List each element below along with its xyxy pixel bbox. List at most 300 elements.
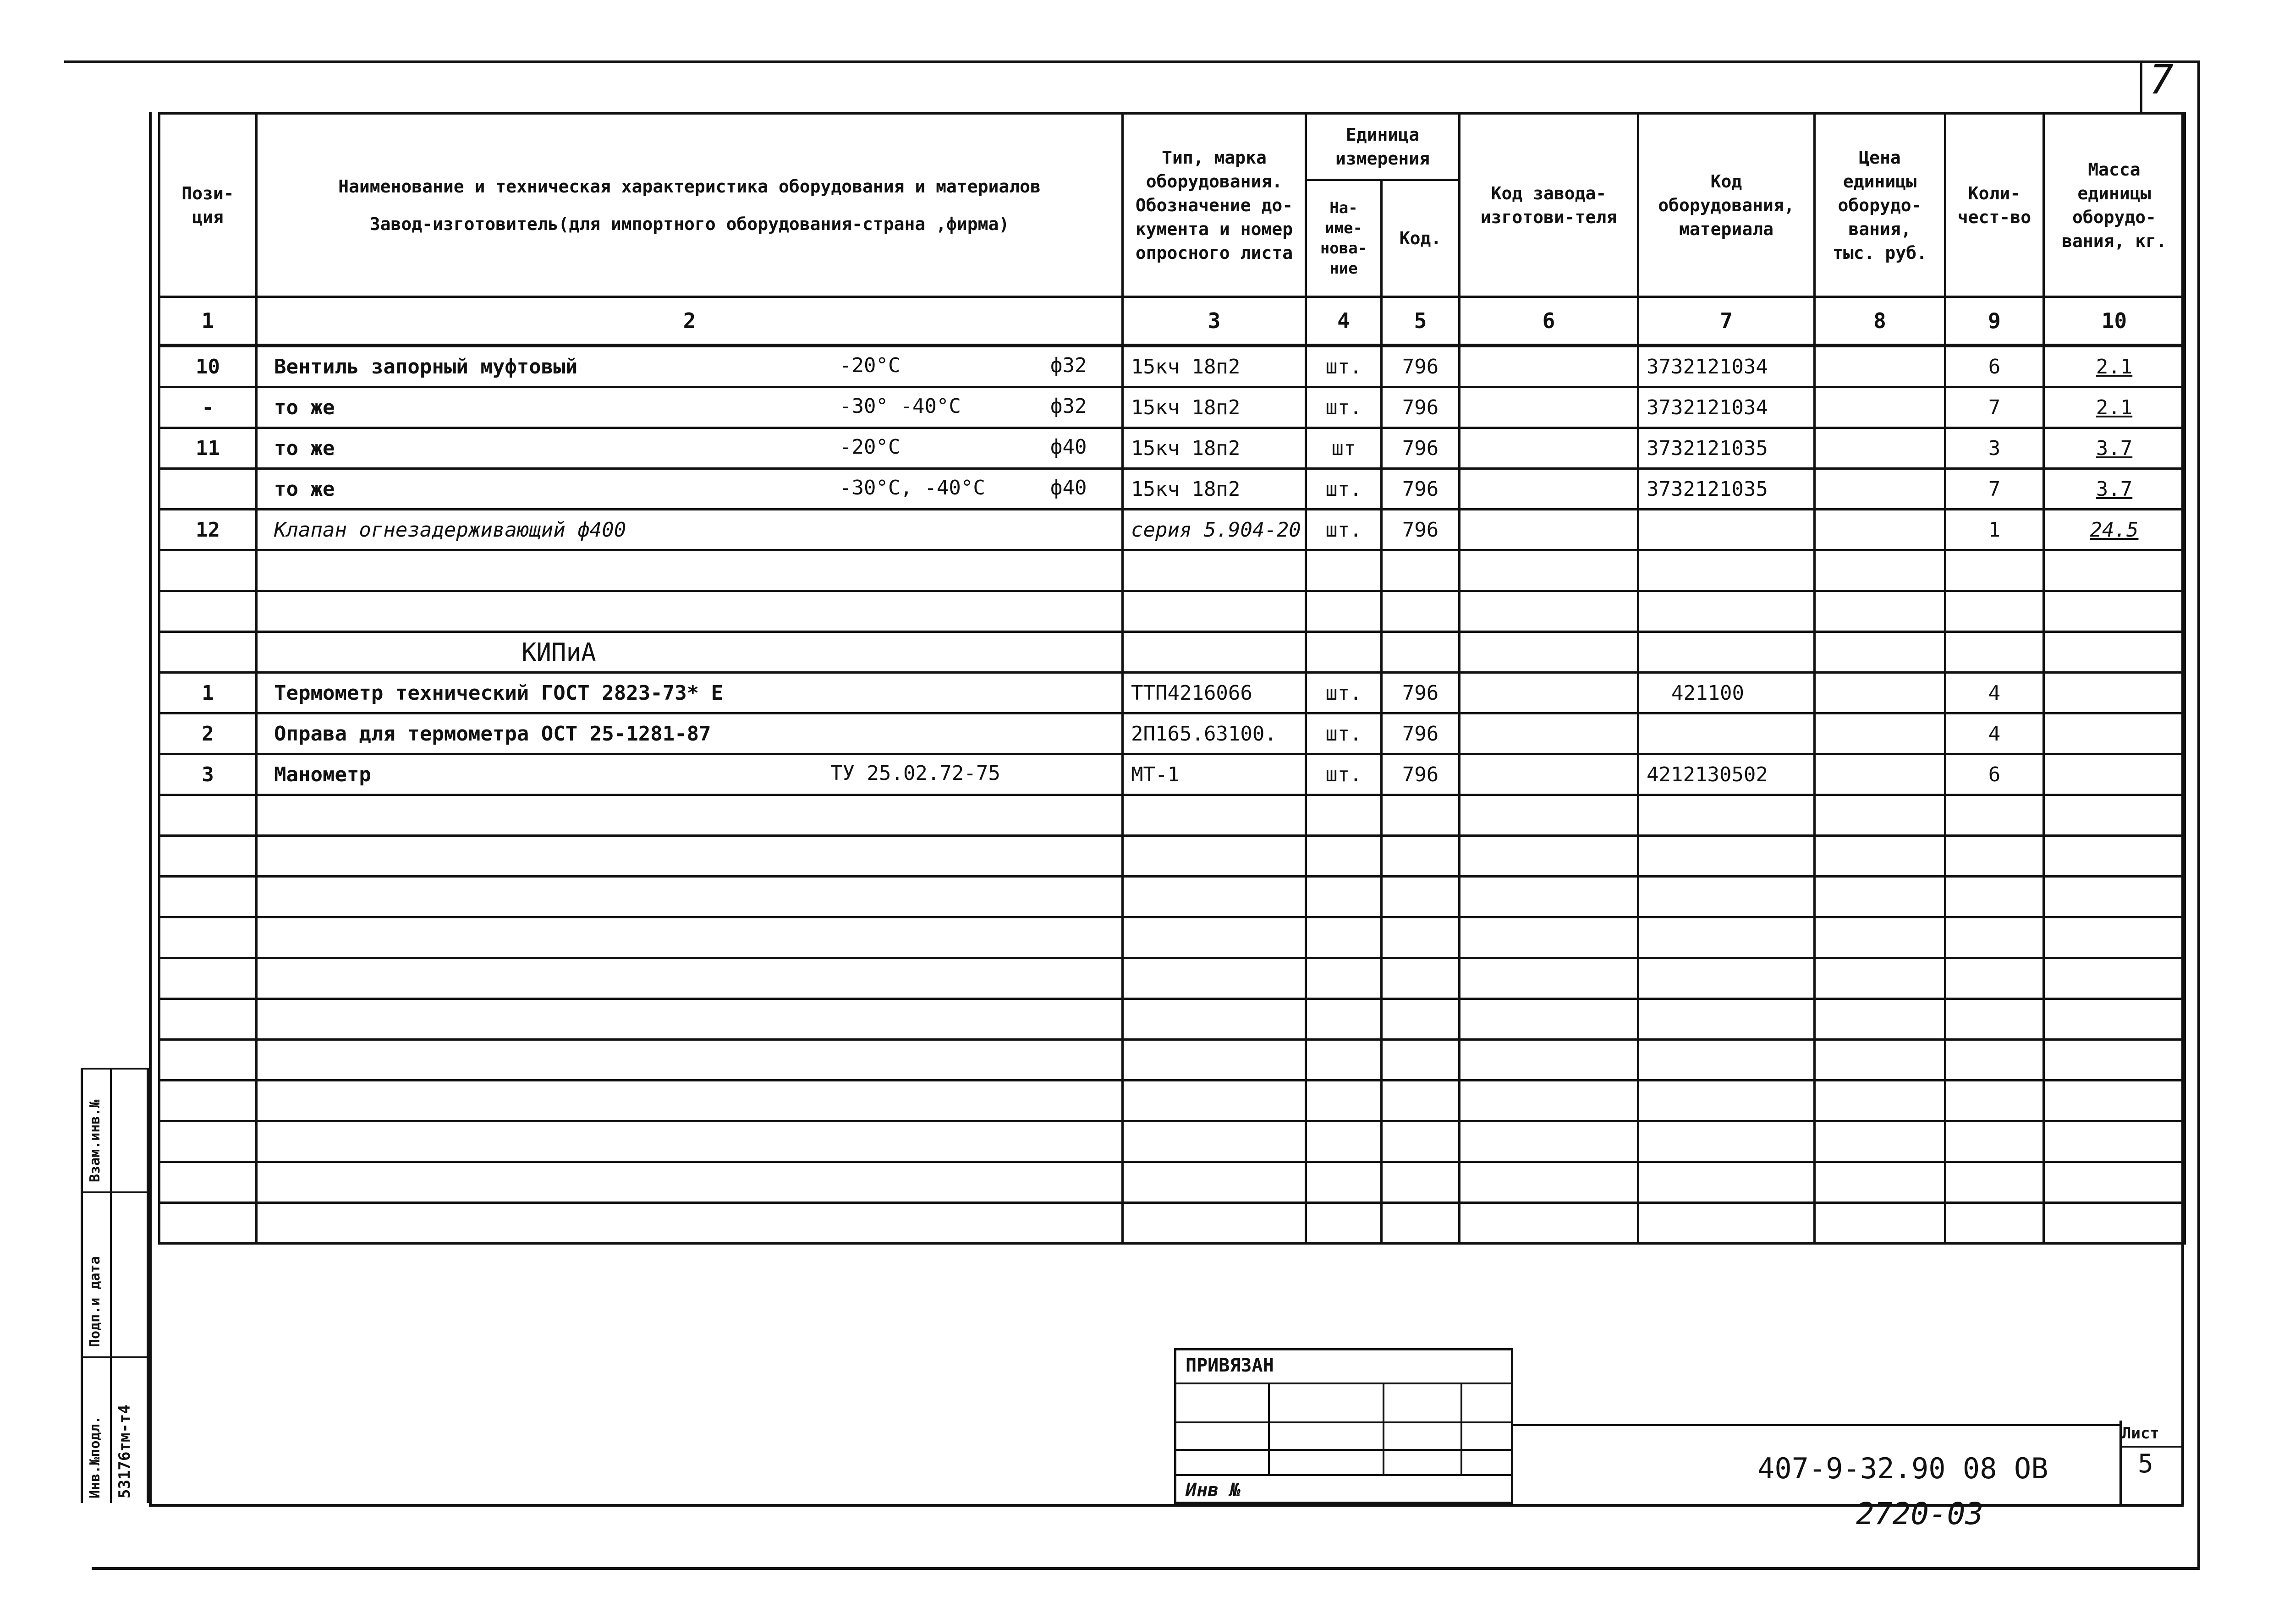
table-row [159,469,2185,510]
empty-cell [257,877,1123,917]
cell-unit-code: 796 [1382,673,1460,713]
item-name: то же [274,477,335,501]
header-unit-name: На-име-нова-ние [1306,180,1382,297]
cell-mass: 3.7 [2044,428,2185,469]
empty-cell [1306,917,1382,958]
cell-price [1815,754,1945,795]
col-num-9: 9 [1945,297,2044,346]
empty-cell [1460,836,1638,877]
empty-cell [1945,836,2044,877]
item-name: Клапан огнезадерживающий ф400 [274,518,626,542]
empty-cell [1815,958,1945,999]
cell-unit-code: 796 [1382,469,1460,510]
cell-type: 15кч 18п2 [1123,346,1306,387]
col-num-7: 7 [1638,297,1815,346]
empty-cell [1945,1081,2044,1121]
cell-mass [2044,754,2185,795]
cell-mass [2044,591,2185,632]
side-stamp-right-edge [147,1068,149,1503]
empty-cell [257,1121,1123,1162]
cell-mass [2044,550,2185,591]
empty-cell [1123,999,1306,1040]
empty-cell [1638,1121,1815,1162]
side-stamp-sep-2 [81,1191,148,1193]
empty-cell [1815,836,1945,877]
empty-cell [1638,795,1815,836]
table-row [159,877,2185,917]
empty-cell [1123,958,1306,999]
empty-cell [1815,1203,1945,1244]
empty-cell [159,1203,257,1244]
empty-cell [1382,1121,1460,1162]
item-name: то же [274,436,335,460]
table-row [159,795,2185,836]
empty-cell [1123,877,1306,917]
cell-equipment-code: 4212130502 [1638,754,1815,795]
empty-cell [257,1040,1123,1081]
side-label-replaced-inv: Взам.инв.№ [87,1099,103,1182]
empty-cell [1460,795,1638,836]
cell-type: 2П165.63100. [1123,713,1306,754]
empty-cell [159,836,257,877]
cell-price [1815,632,1945,673]
empty-cell [1382,877,1460,917]
header-mass: Масса единицы оборудо-вания, кг. [2044,114,2185,297]
side-stamp-left-edge [81,1068,83,1503]
cell-type [1123,632,1306,673]
column-number-row [159,297,2185,346]
cell-equipment-code [1638,713,1815,754]
empty-cell [1306,1203,1382,1244]
cell-equipment-code [1638,632,1815,673]
cell-position: 1 [159,673,257,713]
empty-cell [2044,1081,2185,1121]
cell-unit-code: 796 [1382,346,1460,387]
empty-cell [1123,795,1306,836]
empty-cell [1382,958,1460,999]
empty-cell [257,836,1123,877]
empty-cell [1638,958,1815,999]
empty-cell [1306,1162,1382,1203]
side-stamp-code: 53176тм-т4 [115,1405,134,1498]
empty-cell [1460,1040,1638,1081]
empty-cell [159,1162,257,1203]
side-stamp-sep-1 [81,1068,148,1070]
cell-mass [2044,632,2185,673]
cell-name [257,469,1123,510]
empty-cell [257,958,1123,999]
cell-position [159,632,257,673]
cell-quantity: 7 [1945,387,2044,428]
item-name: Манометр [274,763,371,786]
item-spec: -20°С [840,354,900,377]
empty-cell [1306,1121,1382,1162]
cell-unit-code: 796 [1382,754,1460,795]
table-row [159,1121,2185,1162]
col-num-2: 2 [257,297,1123,346]
cell-factory-code [1460,428,1638,469]
empty-cell [159,1121,257,1162]
binding-block [1174,1348,1513,1504]
binding-label: ПРИВЯЗАН [1186,1355,1274,1376]
empty-cell [1815,1081,1945,1121]
empty-cell [2044,795,2185,836]
empty-cell [159,917,257,958]
cell-name [257,673,1123,713]
header-quantity: Коли-чест-во [1945,114,2044,297]
cell-unit: шт. [1306,469,1382,510]
empty-cell [1460,877,1638,917]
cell-position: - [159,387,257,428]
empty-cell [1382,1203,1460,1244]
col-num-6: 6 [1460,297,1638,346]
cell-quantity [1945,550,2044,591]
item-diameter: ф32 [1050,354,1087,377]
cell-unit: шт. [1306,713,1382,754]
cell-factory-code [1460,346,1638,387]
empty-cell [1945,1121,2044,1162]
cell-type: ТТП4216066 [1123,673,1306,713]
col-num-3: 3 [1123,297,1306,346]
empty-cell [159,1081,257,1121]
outer-right-border [2197,60,2200,1568]
cell-equipment-code: 3732121035 [1638,469,1815,510]
empty-cell [1382,1162,1460,1203]
empty-cell [159,999,257,1040]
cell-name [257,632,1123,673]
empty-cell [1945,877,2044,917]
table-row [159,1081,2185,1121]
empty-cell [2044,836,2185,877]
empty-cell [1123,1162,1306,1203]
empty-cell [1123,1203,1306,1244]
empty-cell [1306,1040,1382,1081]
bottom-rule [92,1567,2200,1570]
empty-cell [1382,1081,1460,1121]
empty-cell [1306,795,1382,836]
cell-factory-code [1460,754,1638,795]
cell-type: МТ-1 [1123,754,1306,795]
cell-mass: 2.1 [2044,387,2185,428]
empty-cell [1306,836,1382,877]
empty-cell [1460,1081,1638,1121]
top-rule [64,60,2200,63]
table-row [159,1040,2185,1081]
item-name: Оправа для термометра ОСТ 25-1281-87 [274,722,711,746]
cell-unit-code: 796 [1382,713,1460,754]
empty-cell [1382,917,1460,958]
empty-cell [257,1081,1123,1121]
cell-quantity: 7 [1945,469,2044,510]
table-row [159,510,2185,550]
empty-cell [1638,1040,1815,1081]
list-box-mid [2119,1446,2184,1448]
table-row [159,632,2185,673]
table-row [159,754,2185,795]
binding-vline-3 [1460,1383,1462,1474]
table-row [159,673,2185,713]
empty-cell [1815,1040,1945,1081]
frame-left [149,112,152,1505]
col-num-5: 5 [1382,297,1460,346]
empty-cell [257,917,1123,958]
cell-mass: 2.1 [2044,346,2185,387]
cell-price [1815,550,1945,591]
list-number: 5 [2138,1449,2153,1479]
cell-unit-code [1382,632,1460,673]
empty-cell [1945,999,2044,1040]
cell-unit: шт. [1306,754,1382,795]
cell-unit-code: 796 [1382,387,1460,428]
cell-position: 11 [159,428,257,469]
header-unit-group: Единица измерения [1306,114,1460,180]
cell-unit-code: 796 [1382,428,1460,469]
empty-cell [2044,1121,2185,1162]
item-diameter: ф32 [1050,395,1087,418]
cell-position: 2 [159,713,257,754]
table-row [159,999,2185,1040]
cell-mass [2044,673,2185,713]
item-spec: -30°С, -40°С [840,476,985,499]
cell-name [257,591,1123,632]
empty-cell [1123,1040,1306,1081]
cell-quantity: 4 [1945,673,2044,713]
item-name: то же [274,395,335,419]
cell-factory-code [1460,673,1638,713]
cell-quantity: 6 [1945,346,2044,387]
empty-cell [1945,1162,2044,1203]
cell-type [1123,550,1306,591]
side-label-sign-date: Подп.и дата [87,1256,103,1347]
cell-unit-code [1382,591,1460,632]
empty-cell [1945,917,2044,958]
cell-unit [1306,591,1382,632]
cell-equipment-code: 421100 [1638,673,1815,713]
cell-price [1815,673,1945,713]
empty-cell [1306,1081,1382,1121]
header-name-line1: Наименование и техническая характеристика оборудования и материалов [338,176,1041,197]
empty-cell [1945,795,2044,836]
empty-cell [1382,836,1460,877]
cell-factory-code [1460,550,1638,591]
side-label-orig-inv: Инв.№подл. [87,1416,103,1498]
cell-name [257,428,1123,469]
cell-mass [2044,713,2185,754]
cell-factory-code [1460,632,1638,673]
cell-quantity [1945,591,2044,632]
header-position: Пози- ция [159,114,257,297]
side-stamp-divider [110,1068,112,1503]
header-equipment-code: Код оборудования, материала [1638,114,1815,297]
empty-cell [1638,999,1815,1040]
cell-equipment-code: 3732121035 [1638,428,1815,469]
cell-price [1815,591,1945,632]
cell-name [257,713,1123,754]
cell-quantity [1945,632,2044,673]
cell-quantity: 4 [1945,713,2044,754]
binding-inventory: Инв № [1186,1480,1241,1501]
cell-equipment-code [1638,510,1815,550]
cell-position: 3 [159,754,257,795]
specification-table [158,112,2186,1245]
empty-cell [1382,795,1460,836]
header-name [257,114,1123,297]
table-row [159,428,2185,469]
table-row [159,346,2185,387]
empty-cell [159,795,257,836]
empty-cell [1815,1162,1945,1203]
cell-type: серия 5.904-20 [1123,510,1306,550]
cell-price [1815,387,1945,428]
empty-cell [1815,877,1945,917]
empty-cell [1815,999,1945,1040]
empty-cell [159,877,257,917]
cell-mass: 24.5 [2044,510,2185,550]
cell-factory-code [1460,591,1638,632]
sheet-box-left [2140,62,2142,112]
item-spec: -30° -40°С [840,395,961,418]
header-type: Тип, марка оборудования. Обозначение до-кумента и номер опросного листа [1123,114,1306,297]
cell-name [257,754,1123,795]
header-name-line2: Завод-изготовитель(для импортного оборудования-страна ,фирма) [369,214,1010,234]
empty-cell [1638,877,1815,917]
header-price: Цена единицы оборудо-вания, тыс. руб. [1815,114,1945,297]
cell-price [1815,469,1945,510]
item-spec: ТУ 25.02.72-75 [830,762,1000,785]
cell-unit: шт. [1306,673,1382,713]
cell-type: 15кч 18п2 [1123,428,1306,469]
cell-unit-code: 796 [1382,510,1460,550]
empty-cell [1306,877,1382,917]
item-name: КИПиА [522,637,596,667]
cell-unit: шт. [1306,387,1382,428]
cell-unit [1306,632,1382,673]
cell-equipment-code [1638,550,1815,591]
cell-equipment-code [1638,591,1815,632]
cell-type: 15кч 18п2 [1123,469,1306,510]
empty-cell [2044,877,2185,917]
empty-cell [1460,958,1638,999]
empty-cell [257,1203,1123,1244]
cell-position [159,469,257,510]
empty-cell [1945,1040,2044,1081]
empty-cell [1382,999,1460,1040]
cell-position [159,550,257,591]
cell-price [1815,428,1945,469]
empty-cell [1460,917,1638,958]
empty-cell [2044,1162,2185,1203]
empty-cell [1123,917,1306,958]
item-name: Термометр технический ГОСТ 2823-73* Е [274,681,724,705]
cell-name [257,550,1123,591]
empty-cell [159,1040,257,1081]
table-row [159,958,2185,999]
cell-mass: 3.7 [2044,469,2185,510]
table-row [159,387,2185,428]
cell-factory-code [1460,713,1638,754]
empty-cell [1815,917,1945,958]
item-diameter: ф40 [1050,435,1087,459]
table-row [159,1162,2185,1203]
empty-cell [1638,1162,1815,1203]
empty-cell [2044,917,2185,958]
specification-rows [159,346,2185,1244]
item-spec: -20°С [840,435,900,459]
empty-cell [1460,1162,1638,1203]
header-factory-code: Код завода-изготови-теля [1460,114,1638,297]
header-unit-code: Код. [1382,180,1460,297]
empty-cell [1945,1203,2044,1244]
empty-cell [1460,1203,1638,1244]
table-row [159,713,2185,754]
col-num-1: 1 [159,297,257,346]
cell-position: 10 [159,346,257,387]
empty-cell [1638,917,1815,958]
cell-price [1815,510,1945,550]
empty-cell [2044,1040,2185,1081]
cell-position [159,591,257,632]
table-row [159,917,2185,958]
empty-cell [159,958,257,999]
cell-type: 15кч 18п2 [1123,387,1306,428]
empty-cell [2044,999,2185,1040]
title-block-line [1512,1424,2122,1426]
handwritten-number: 2720-03 [1856,1496,1984,1531]
empty-cell [1638,1081,1815,1121]
cell-quantity: 6 [1945,754,2044,795]
cell-position: 12 [159,510,257,550]
table-row [159,1203,2185,1244]
empty-cell [1945,958,2044,999]
cell-type [1123,591,1306,632]
empty-cell [2044,958,2185,999]
empty-cell [257,1162,1123,1203]
empty-cell [1123,836,1306,877]
empty-cell [1638,1203,1815,1244]
cell-factory-code [1460,469,1638,510]
col-num-8: 8 [1815,297,1945,346]
cell-quantity: 3 [1945,428,2044,469]
item-diameter: ф40 [1050,476,1087,499]
empty-cell [1306,999,1382,1040]
list-label: Лист [2122,1424,2159,1443]
empty-cell [2044,1203,2185,1244]
binding-vline-2 [1383,1383,1384,1474]
cell-price [1815,346,1945,387]
cell-equipment-code: 3732121034 [1638,346,1815,387]
empty-cell [1460,1121,1638,1162]
empty-cell [1460,999,1638,1040]
table-row [159,591,2185,632]
empty-cell [1123,1121,1306,1162]
cell-equipment-code: 3732121034 [1638,387,1815,428]
col-num-4: 4 [1306,297,1382,346]
empty-cell [257,999,1123,1040]
cell-unit: шт. [1306,510,1382,550]
cell-unit [1306,550,1382,591]
col-num-10: 10 [2044,297,2185,346]
cell-unit: шт. [1306,346,1382,387]
cell-price [1815,713,1945,754]
cell-quantity: 1 [1945,510,2044,550]
empty-cell [1815,795,1945,836]
empty-cell [1306,958,1382,999]
cell-name [257,346,1123,387]
cell-factory-code [1460,387,1638,428]
binding-vline-1 [1268,1383,1270,1474]
binding-line-4 [1176,1474,1511,1476]
empty-cell [1123,1081,1306,1121]
